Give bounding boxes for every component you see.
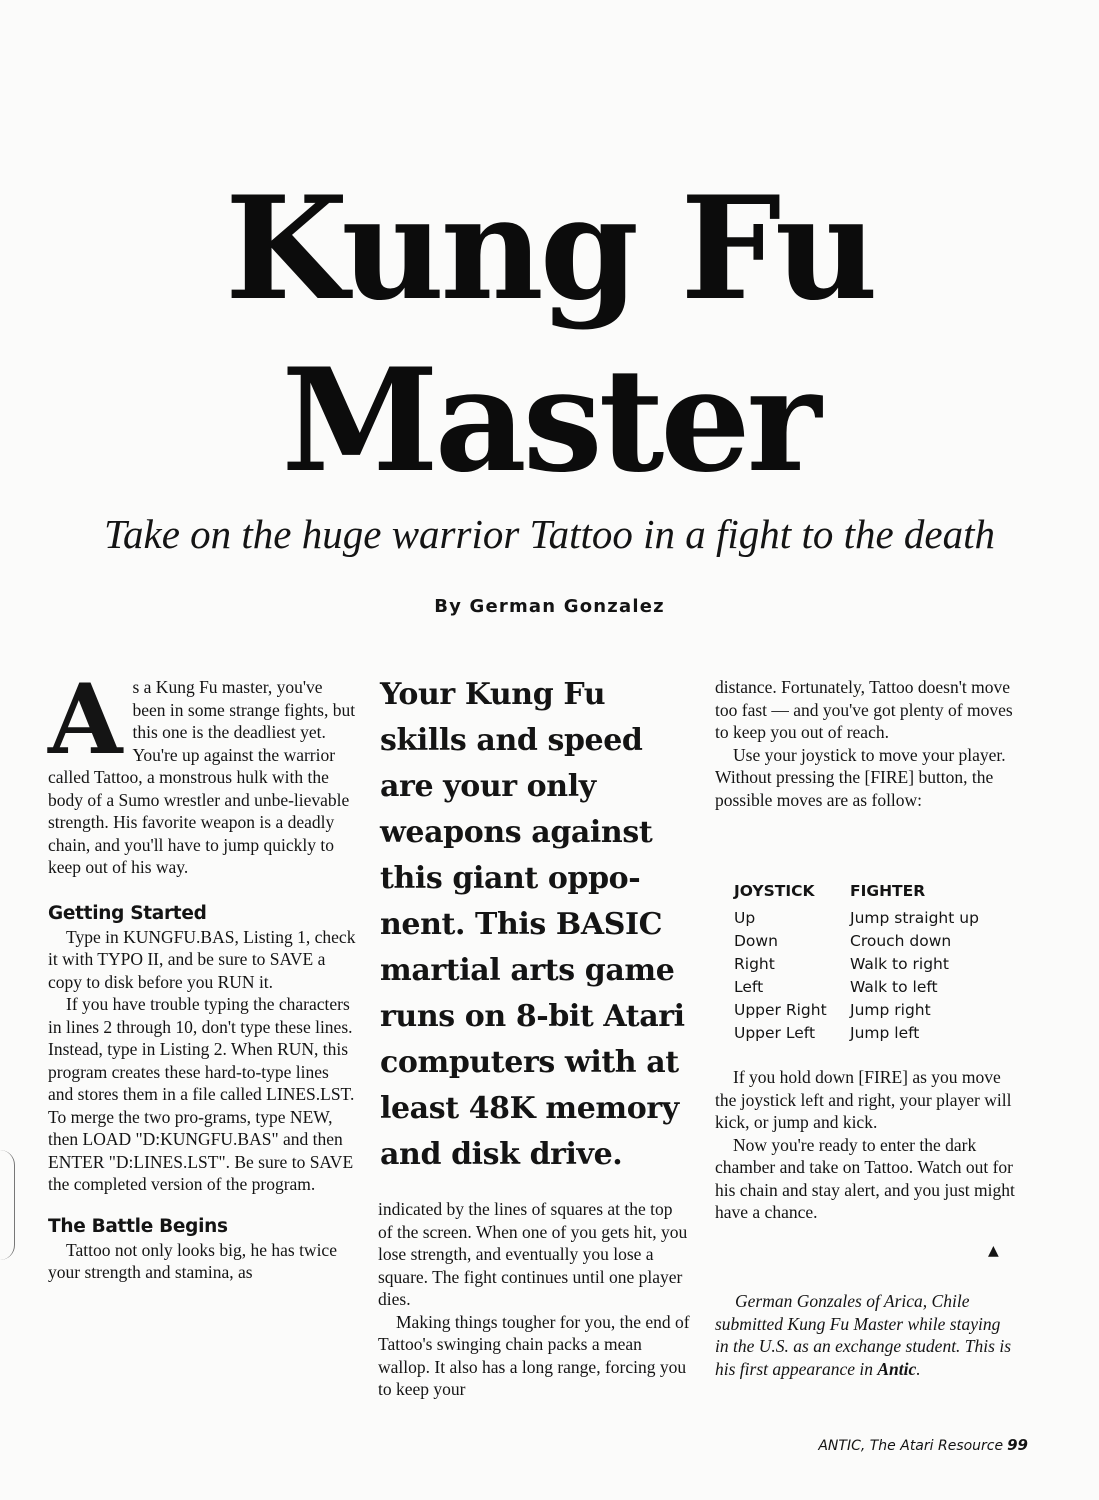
section-heading-getting-started: Getting Started [48,902,207,924]
fighter-move: Walk to right [850,955,949,973]
article-subtitle: Take on the huge warrior Tattoo in a fight to the death [103,511,996,557]
table-row [734,976,979,999]
col3-paragraph-1: distance. Fortunately, Tattoo doesn't move too fast — and you've got plenty of moves to keep you out of reach. [715,677,1013,742]
article-title-line-2: Master [281,338,818,504]
fighter-move: Jump straight up [850,909,979,927]
article-title-line-1: Kung Fu [224,166,875,332]
drop-cap: A [48,663,123,776]
column-2 [378,1198,690,1401]
fighter-move: Walk to left [850,978,938,996]
table-row [734,907,979,930]
fighter-move: Crouch down [850,932,952,950]
battle-paragraph-1: Tattoo not only looks big, he has twice your strength and stamina, as [48,1239,337,1282]
joystick-direction: Up [734,909,756,927]
column-1 [48,663,358,1284]
author-bio-text: German Gonzales of Arica, Chile submitted Kung Fu Master while staying in the U.S. as an exchange student. This is his first appearance in [715,1291,1012,1379]
col2-paragraph-1: indicated by the lines of squares at the top of the screen. When one of you gets hit, you lose strength, and eventually you lose a square. The fight continues until one player dies. [378,1199,688,1309]
author-bio-end: . [916,1358,921,1379]
joystick-direction: Upper Left [734,1024,816,1042]
joystick-direction: Upper Right [734,1001,827,1019]
intro-paragraph [48,663,358,879]
moves-header-joystick: JOYSTICK [734,882,815,900]
magazine-name: Antic [877,1358,917,1379]
getting-started-paragraph-1: Type in KUNGFU.BAS, Listing 1, check it with TYPO II, and be sure to SAVE a copy to disk before you RUN it. [48,926,356,992]
col3-paragraph-4: Now you're ready to enter the dark chamber and take on Tattoo. Watch out for his chain and stay alert, and you just might have a chance. [715,1134,1015,1222]
fighter-move: Jump right [850,1001,931,1019]
page-footer [778,1436,1028,1454]
page-number: 99 [1007,1436,1028,1454]
moves-table [734,880,994,1045]
table-row [734,930,979,953]
section-heading-battle-begins: The Battle Begins [48,1215,228,1237]
column-3-continued [715,1066,1015,1224]
col3-paragraph-3: If you hold down [FIRE] as you move the joystick left and right, your player will kick, or jump and kick. [715,1067,1012,1132]
column-3 [715,676,1015,811]
joystick-direction: Left [734,978,764,996]
joystick-direction: Down [734,932,778,950]
table-row [734,953,979,976]
author-bio [715,1290,1015,1380]
footer-publication: ANTIC, The Atari Resource [818,1438,1004,1454]
joystick-direction: Right [734,955,775,973]
intro-text: s a Kung Fu master, you've been in some strange fights, but this one is the deadliest yet. You're up against the warrior called Tattoo, a monstrous hulk with the body of a Sumo wrestler and unbe-lievable strength. His favorite weapon is a deadly chain, and you'll have to jump quickly to keep out of his way. [48,677,356,877]
col3-paragraph-2: Use your joystick to move your player. Without pressing the [FIRE] button, the possible moves are as follow: [715,744,1006,810]
col2-paragraph-2: Making things tougher for you, the end of Tattoo's swinging chain packs a mean wallop. It also has a long range, forcing you to keep your [378,1311,690,1399]
end-of-article-triangle-icon: ▲ [988,1243,999,1259]
table-row [734,999,979,1022]
page-curl-edge [0,1150,15,1260]
getting-started-paragraph-2: If you have trouble typing the characters in lines 2 through 10, don't type these lines. Instead, type in Listing 2. When RUN, this program creates these hard-to-type lines and stores them in a file called LINES.LST. To merge the two pro-grams, type NEW, then LOAD "D:KUNGFU.BAS" and then ENTER "D:LINES.LST". Be sure to SAVE the completed version of the program. [48,994,355,1194]
table-row [734,1022,979,1045]
fighter-move: Jump left [850,1024,920,1042]
pull-quote: Your Kung Fu skills and speed are your only weapons against this giant oppo-nent. This BASIC martial arts game runs on 8-bit Atari computers with at least 48K memory and disk drive. [380,677,685,1172]
moves-header-fighter: FIGHTER [850,882,926,900]
byline: By German Gonzalez [434,596,665,617]
